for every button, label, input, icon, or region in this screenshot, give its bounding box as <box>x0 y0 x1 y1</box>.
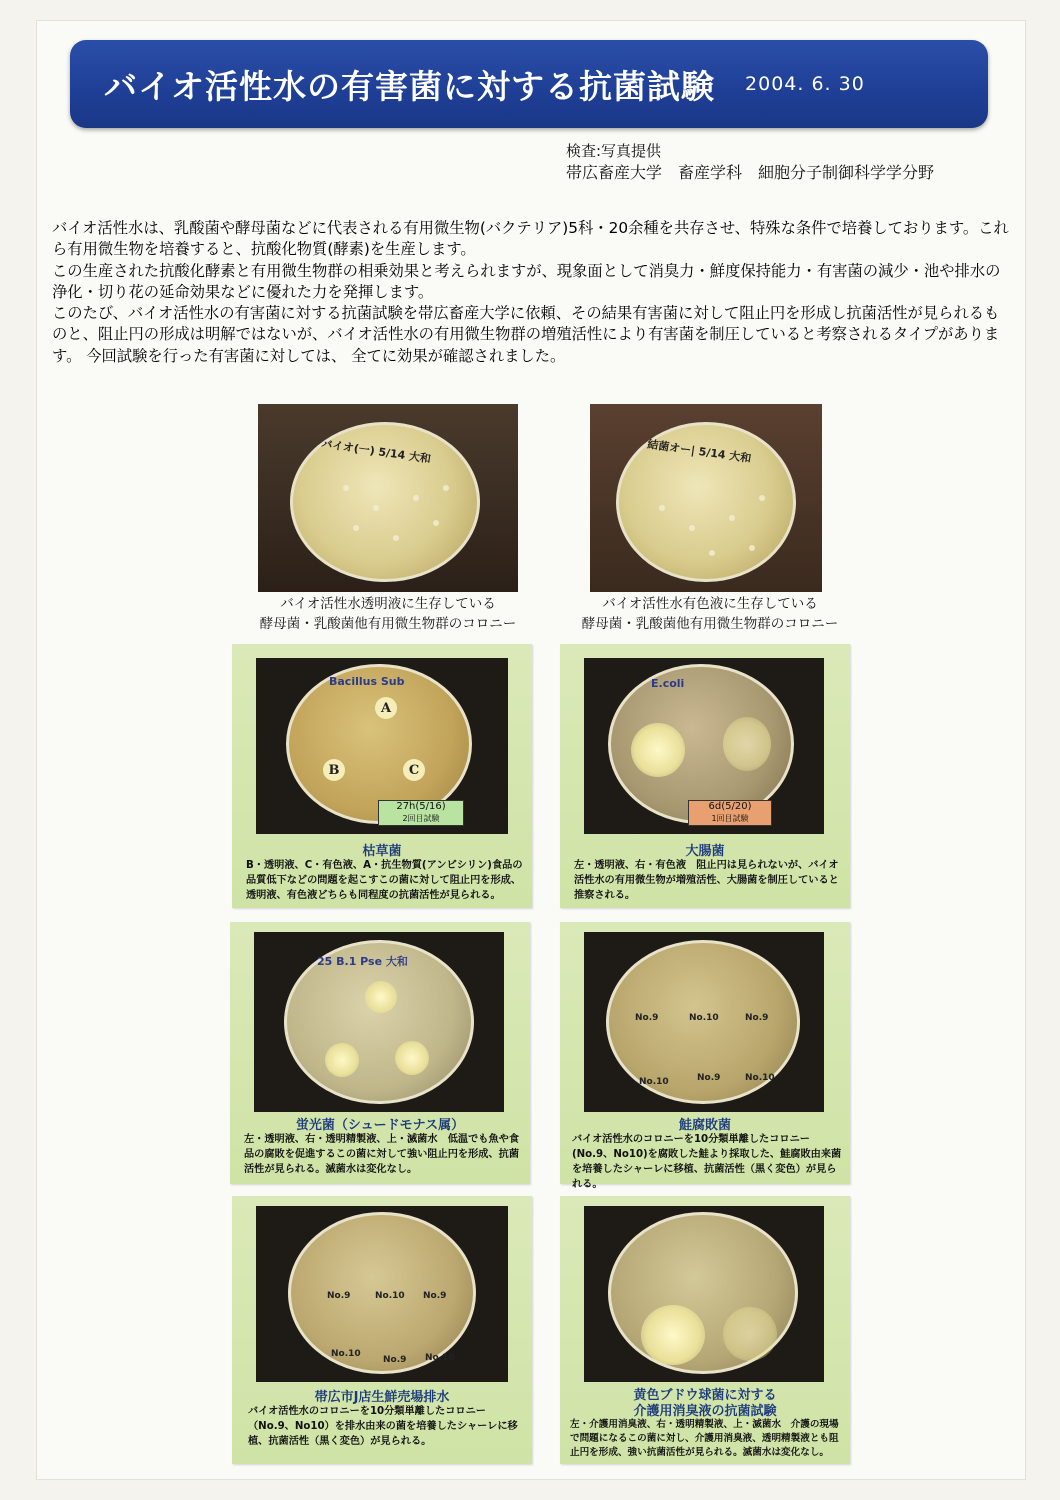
tag-line-1: 6d(5/20) <box>708 801 752 812</box>
colony-dot <box>353 525 359 531</box>
colony-dot <box>749 545 755 551</box>
petri-dish <box>616 422 796 582</box>
colony-dot <box>759 495 765 501</box>
colony-label: No.10 <box>375 1291 405 1301</box>
petri-dish <box>608 1212 798 1374</box>
colony-label: No.9 <box>697 1073 721 1083</box>
petri-photo <box>584 932 824 1112</box>
colony-dot <box>413 495 419 501</box>
panel-title-line-1: 黄色ブドウ球菌に対する <box>633 1388 777 1403</box>
petri-dish <box>290 422 480 582</box>
panel-title: 大腸菌 <box>685 844 725 859</box>
credit-line-2: 帯広畜産大学 畜産学科 細胞分子制御科学学分野 <box>566 163 935 182</box>
panel-title: 蛍光菌（シュードモナス属） <box>295 1118 465 1133</box>
petri-photo <box>254 932 504 1112</box>
credit-line-1: 検査:写真提供 <box>566 142 662 160</box>
colony-dot <box>729 515 735 521</box>
panel-description: バイオ活性水のコロニーを10分類単離したコロニー（No.9、No10）を排水由来の菌を培養したシャーレに移植、抗菌活性（黒く変色）が見られる。 <box>248 1406 518 1447</box>
caption-line-1: バイオ活性水有色液に生存している <box>602 596 818 612</box>
colony-dot <box>373 505 379 511</box>
inhibition-zone <box>325 1043 359 1077</box>
colony-label: No.9 <box>745 1013 769 1023</box>
colony-dot <box>709 550 715 556</box>
tag-line-2: 2回目試験 <box>402 814 440 823</box>
well-letter-c: C <box>403 759 425 781</box>
panel-title: 帯広市J店生鮮売場排水 <box>314 1390 450 1405</box>
panel-market-drainage <box>232 1196 532 1464</box>
panel-description: 左・透明液、右・透明精製液、上・滅菌水 低温でも魚や食品の腐敗を促進するこの菌に対して強い阻止円を形成、抗菌活性が見られる。滅菌水は変化なし。 <box>244 1134 520 1175</box>
panel-title-line-2: 介護用消臭液の抗菌試験 <box>633 1404 777 1419</box>
inhibition-zone <box>631 723 685 777</box>
intro-text <box>52 218 1012 367</box>
panel-title: 鮭腐敗菌 <box>678 1118 731 1133</box>
colony-dot <box>689 525 695 531</box>
well-letter-b: B <box>323 759 345 781</box>
inhibition-zone <box>723 1307 777 1361</box>
panel-title: 枯草菌 <box>362 844 402 859</box>
petri-photo <box>258 404 518 592</box>
colony-label: No.9 <box>635 1013 659 1023</box>
colony-label: No.10 <box>425 1353 455 1363</box>
plate-handwriting: E.coli <box>651 677 685 690</box>
page-date: 2004. 6. 30 <box>745 73 865 95</box>
petri-photo <box>590 404 822 592</box>
panel-description: B・透明液、C・有色液、A・抗生物質(アンピシリン)食品の品質低下などの問題を起こすこの菌に対して阻止円を形成、透明液、有色液どちらも同程度の抗菌活性が見られる。 <box>246 860 523 901</box>
intro-paragraph-1: バイオ活性水は、乳酸菌や酵母菌などに代表される有用微生物(バクテリア)5科・20余種を共存させ、特殊な条件で培養しております。これら有用微生物を培養すると、抗酸化物質(酵素)を生産します。 <box>52 219 1009 259</box>
colony-label: No.9 <box>423 1291 447 1301</box>
tag-line-1: 27h(5/16) <box>396 801 446 812</box>
panel-salmon-spoilage <box>560 922 850 1190</box>
credit-block <box>566 140 934 184</box>
colony-label: No.10 <box>689 1013 719 1023</box>
colony-dot <box>433 520 439 526</box>
caption-line-2: 酵母菌・乳酸菌他有用微生物群のコロニー <box>259 616 517 632</box>
plate-handwriting: 25 B.1 Pse 大和 <box>317 955 408 968</box>
panel-description: 左・介護用消臭液、右・透明精製液、上・滅菌水 介護の現場で問題になるこの菌に対し、介護用消臭液、透明精製液とも阻止円を形成、強い抗菌活性が見られる。滅菌水は変化なし。 <box>570 1419 839 1458</box>
inhibition-zone <box>723 717 771 771</box>
date-tag <box>688 800 772 826</box>
intro-paragraph-3: このたび、バイオ活性水の有害菌に対する抗菌試験を帯広畜産大学に依頼、その結果有害菌に対して阻止円を形成し抗菌活性が見られるものと、阻止円の形成は明解ではないが、バイオ活性水の有用微生物群の増殖活性により有害菌を制圧していると考察されるタイプがあります。 今回試験を行った有害菌に対しては、 全てに効果が確認されました。 <box>52 304 1000 365</box>
colony-label: No.10 <box>331 1349 361 1359</box>
figure-clear-liquid <box>258 404 518 634</box>
colony-dot <box>443 485 449 491</box>
inhibition-zone <box>641 1305 705 1365</box>
panel-description: バイオ活性水のコロニーを10分類単離したコロニー(No.9、No10)を腐敗した鮭より採取した、鮭腐敗由来菌を培養したシャーレに移植、抗菌活性（黒く変色）が見られる。 <box>572 1134 842 1190</box>
petri-photo <box>584 658 824 834</box>
colony-label: No.9 <box>327 1291 351 1301</box>
caption-line-1: バイオ活性水透明液に生存している <box>280 596 496 612</box>
title-banner <box>70 40 988 128</box>
figure-caption <box>218 594 558 634</box>
panel-staph-aureus <box>560 1196 850 1464</box>
petri-dish <box>288 1212 476 1374</box>
well-letter-a: A <box>375 697 397 719</box>
panel-ecoli <box>560 644 850 908</box>
panel-bacillus <box>232 644 532 908</box>
page-title: バイオ活性水の有害菌に対する抗菌試験 <box>104 66 716 106</box>
figure-caption <box>540 594 880 634</box>
petri-photo <box>584 1206 824 1382</box>
panel-description: 左・透明液、右・有色液 阻止円は見られないが、バイオ活性水の有用微生物が増殖活性、大腸菌を制圧していると推察される。 <box>574 860 839 901</box>
caption-line-2: 酵母菌・乳酸菌他有用微生物群のコロニー <box>581 616 839 632</box>
colony-label: No.10 <box>745 1073 775 1083</box>
tag-line-2: 1回目試験 <box>711 814 749 823</box>
petri-photo <box>256 1206 508 1382</box>
petri-dish <box>284 940 474 1104</box>
figure-colored-liquid <box>581 404 840 634</box>
plate-handwriting: Bacillus Sub <box>329 675 405 688</box>
colony-dot <box>393 535 399 541</box>
intro-paragraph-2: この生産された抗酸化酵素と有用微生物群の相乗効果と考えられますが、現象面として消臭力・鮮度保持能力・有害菌の減少・池や排水の浄化・切り花の延命効果などに優れた力を発揮します。 <box>52 261 1001 301</box>
plate-handwriting: バイオ(一) 5/14 大和 <box>320 437 432 466</box>
colony-label: No.9 <box>383 1355 407 1365</box>
colony-dot <box>343 485 349 491</box>
petri-dish <box>606 940 800 1104</box>
inhibition-zone <box>395 1041 429 1075</box>
date-tag <box>378 800 464 826</box>
panel-pseudomonas <box>230 922 530 1184</box>
plate-handwriting: 結菌オー| 5/14 大和 <box>646 437 752 466</box>
colony-label: No.10 <box>639 1077 669 1087</box>
colony-dot <box>659 505 665 511</box>
petri-photo <box>256 658 508 834</box>
inhibition-zone <box>365 981 397 1013</box>
